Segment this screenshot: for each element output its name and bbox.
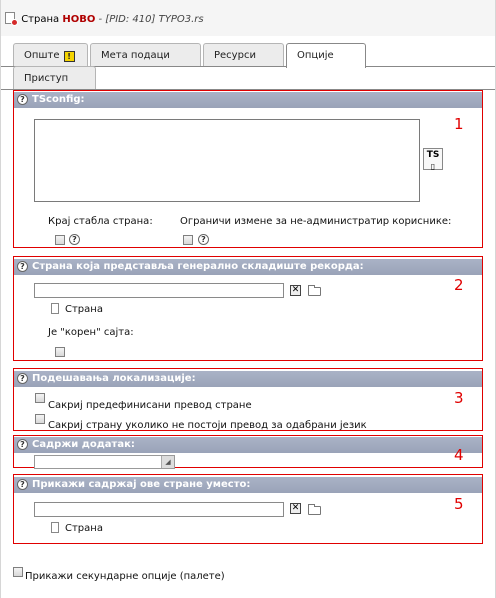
record-title xyxy=(5,12,204,25)
section-number: 2 xyxy=(454,276,464,294)
section-header xyxy=(14,437,482,453)
tab-general[interactable] xyxy=(13,43,88,67)
hide-default-translation-label: Сакриј предефинисани превод стране xyxy=(48,400,252,411)
clear-icon[interactable]: ✕ xyxy=(291,503,300,513)
clear-icon[interactable]: ✕ xyxy=(291,285,300,295)
section-number: 1 xyxy=(454,115,464,133)
page-label[interactable]: Страна xyxy=(65,523,103,534)
tab-options[interactable] xyxy=(286,43,366,68)
section-header xyxy=(14,259,482,275)
record-status: НОВО xyxy=(62,14,96,25)
tab-metadata-label: Мета подаци xyxy=(101,50,170,61)
tab-resources[interactable] xyxy=(203,43,284,67)
section-title: Прикажи садржај ове стране уместо: xyxy=(32,479,251,490)
restrict-edit-label: Ограничи измене за не-администратир кориснике: xyxy=(180,216,452,227)
hide-default-translation-checkbox[interactable] xyxy=(35,393,45,403)
show-content-page-input[interactable] xyxy=(34,502,284,517)
help-icon[interactable]: ? xyxy=(198,234,209,245)
tab-resources-label: Ресурси xyxy=(214,50,256,61)
section-title: Подешавања локализације: xyxy=(32,373,196,384)
section-number: 3 xyxy=(454,389,464,407)
page-label[interactable]: Страна xyxy=(65,304,103,315)
help-icon[interactable]: ? xyxy=(17,261,28,272)
section-header xyxy=(14,92,482,108)
tab-general-label: Опште xyxy=(24,50,60,61)
new-page-icon xyxy=(5,12,15,24)
chevron-down-icon: ◢ xyxy=(161,456,174,468)
tab-access-label: Приступ xyxy=(24,73,69,84)
ts-icon: TS xyxy=(426,150,440,160)
record-meta: - [PID: 410] TYPO3.rs xyxy=(98,14,204,25)
page-icon xyxy=(51,522,59,533)
tree-end-checkbox[interactable] xyxy=(55,235,65,245)
hide-untranslated-checkbox[interactable] xyxy=(35,414,45,424)
storage-page-input[interactable] xyxy=(34,283,284,298)
tab-options-label: Опције xyxy=(297,50,334,61)
warning-icon: ! xyxy=(64,51,75,62)
page-icon xyxy=(51,303,59,314)
help-icon[interactable]: ? xyxy=(17,439,28,450)
secondary-options-label: Прикажи секундарне опције (палете) xyxy=(25,571,225,582)
site-root-checkbox[interactable] xyxy=(55,347,65,357)
folder-icon[interactable] xyxy=(308,287,321,296)
secondary-options-checkbox[interactable] xyxy=(13,567,23,577)
section-title: Садржи додатак: xyxy=(32,439,135,450)
section-title: Страна која представља генерално складиште рекорда: xyxy=(32,261,364,272)
help-icon[interactable]: ? xyxy=(69,234,80,245)
tab-access[interactable] xyxy=(13,66,96,89)
help-icon[interactable]: ? xyxy=(17,479,28,490)
section-title: TSconfig: xyxy=(32,94,85,105)
addon-select[interactable] xyxy=(34,455,175,469)
restrict-edit-checkbox[interactable] xyxy=(183,235,193,245)
section-number: 5 xyxy=(454,495,464,513)
tsconfig-textarea[interactable] xyxy=(34,119,420,202)
section-number: 4 xyxy=(454,446,464,464)
site-root-label: Је "корен" сајта: xyxy=(48,327,134,338)
ts-wizard-button[interactable]: TS ▯ xyxy=(423,148,443,170)
record-type: Страна xyxy=(21,14,60,25)
tree-end-label: Крај стабла страна: xyxy=(48,216,153,227)
hide-untranslated-label: Сакриј страну уколико не постоји превод за одабрани језик xyxy=(48,420,367,431)
help-icon[interactable]: ? xyxy=(17,94,28,105)
tab-metadata[interactable] xyxy=(90,43,201,67)
help-icon[interactable]: ? xyxy=(17,373,28,384)
section-header xyxy=(14,371,482,387)
section-header xyxy=(14,477,482,493)
folder-icon[interactable] xyxy=(308,506,321,515)
